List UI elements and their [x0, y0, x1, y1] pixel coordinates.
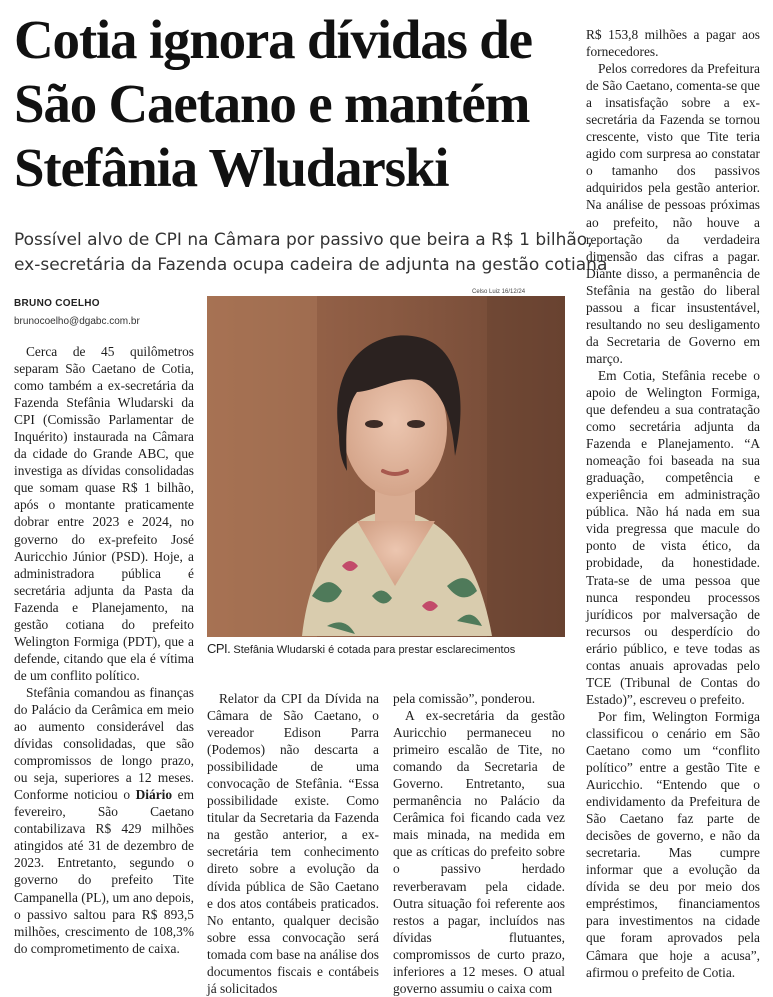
author-email: brunocoelho@dgabc.com.br — [14, 316, 140, 327]
portrait-illustration — [207, 296, 565, 637]
article-column-4 — [586, 26, 760, 981]
subheadline-line-1: Possível alvo de CPI na Câmara por passivo que beira a R$ 1 bilhão, — [14, 230, 593, 250]
paragraph: pela comissão”, ponderou. — [393, 691, 536, 706]
portrait-photo — [207, 296, 565, 637]
paragraph-text: em fevereiro, São Caetano contabilizava R$ 429 milhões atingidos até 31 de dezembro de 2023. Entretanto, segundo o governo do prefeito Tite Campanella (PL), um ano depois, o passivo saltou para R$ 893,5 milhões, crescimento de 108,3% do comprometimento de caixa. — [14, 787, 194, 956]
headline — [14, 8, 569, 200]
caption-label: CPI. — [207, 641, 231, 656]
photo-caption — [207, 641, 577, 656]
paragraph-text: Stefânia comandou as finanças do Palácio da Cerâmica em meio ao aumento considerável das dívidas consolidadas, que são compromissos de longo prazo, ou seja, superiores a 12 meses. Conforme noticiou o — [14, 684, 194, 803]
article-column-2 — [207, 690, 379, 997]
photo-credit: Celso Luiz 16/12/24 — [472, 289, 526, 295]
headline-line-1: Cotia ignora dívidas de — [14, 9, 532, 70]
article-column-3 — [393, 690, 565, 997]
subheadline — [14, 228, 608, 278]
paragraph — [14, 684, 194, 957]
paragraph: Por fim, Welington Formiga classificou o cenário em São Caetano como um “conflito político” entre a gestão Tite e Auricchio. “Entendo que o endividamento da Prefeitura de São Caetano faz parte de decisões de governo, e não da secretaria. Mas cumpre informar que a evolução da dívida se deu por meio dos empréstimos, financiamentos para investimentos na cidade que foram aprovados pela Câmara que hoje a acusa”, afirmou o prefeito de Cotia. — [586, 708, 760, 980]
paragraph: R$ 153,8 milhões a pagar aos fornecedores. — [586, 27, 760, 60]
caption-text: Stefânia Wludarski é cotada para prestar esclarecimentos — [230, 644, 516, 656]
subheadline-line-2: ex-secretária da Fazenda ocupa cadeira de adjunta na gestão cotiana — [14, 255, 608, 275]
headline-line-3: Stefânia Wludarski — [14, 137, 449, 198]
paragraph: Relator da CPI da Dívida na Câmara de São Caetano, o vereador Edison Parra (Podemos) não descarta a possibilidade de uma convocação de Stefânia. “Essa possibilidade existe. Como titular da Secretaria da Fazenda na gestão anterior, a ex-secretária tem conhecimento direto sobre a evolução da dívida pública de São Caetano e dos atos contábeis praticados. No entanto, qualquer decisão sobre essa convocação será tomada com base na análise dos documentos fiscais e contábeis já solicitados — [207, 691, 379, 996]
newspaper-name: Diário — [135, 787, 173, 803]
article-column-1 — [14, 343, 194, 957]
author-byline: BRUNO COELHO — [14, 298, 100, 309]
headline-line-2: São Caetano e mantém — [14, 73, 530, 134]
paragraph: Em Cotia, Stefânia recebe o apoio de Welington Formiga, que defendeu a sua contratação como secretária adjunta da Fazenda e Planejamento. “A nomeação foi baseada na sua graduação, competência e experiência em administração pública. Não há nada em sua vida pregressa que macule do ponto de vista ético, da probidade, da honestidade. Trata-se de uma pessoa que nunca respondeu processos jurídicos por malversação de recursos ou desperdício do erário público, e teve todas as contas anuais aprovadas pelo TCE (Tribunal de Contas do Estado)”, escreveu o prefeito. — [586, 367, 760, 707]
paragraph: A ex-secretária da gestão Auricchio permaneceu no primeiro escalão de Tite, no comando da Secretaria de Governo. Entretanto, sua permanência no Palácio da Cerâmica foi ficando cada vez mais minada, na medida em que as críticas do prefeito sobre o passivo herdado reverberavam pela cidade. Outra situação foi referente aos restos a pagar, incluídos nas dívidas flutuantes, compromissos de curto prazo, inferiores a 12 meses. O atual governo assumiu o caixa com — [393, 708, 565, 996]
paragraph: Pelos corredores da Prefeitura de São Caetano, comenta-se que a insatisfação sobre a ex-secretária da Fazenda se tornou crescente, visto que Tite teria agido com surpresa ao constatar o tamanho dos passivos adquiridos pela gestão anterior. Na análise de pessoas próximas ao prefeito, não houve a reportação da verdadeira dimensão das cifras a pagar. Diante disso, a permanência de Stefânia na gestão do liberal passou a ficar insustentável, resultando no seu desligamento da Secretaria de Governo em março. — [586, 61, 760, 366]
paragraph: Cerca de 45 quilômetros separam São Caetano de Cotia, como também a ex-secretária da Fazenda Stefânia Wludarski da CPI (Comissão Parlamentar de Inquérito) instaurada na Câmara da cidade do Grande ABC, que investiga as dívidas consolidadas que somam quase R$ 1 bilhão, após o montante praticamente dobrar entre 2023 e 2024, no governo do ex-prefeito José Auricchio Júnior (PSD). Hoje, a administradora pública é secretária adjunta da Pasta da Fazenda e Planejamento, na gestão cotiana do prefeito Welington Formiga (PDT), que a defende, citando que ela é vítima de um conflito político. — [14, 344, 194, 683]
